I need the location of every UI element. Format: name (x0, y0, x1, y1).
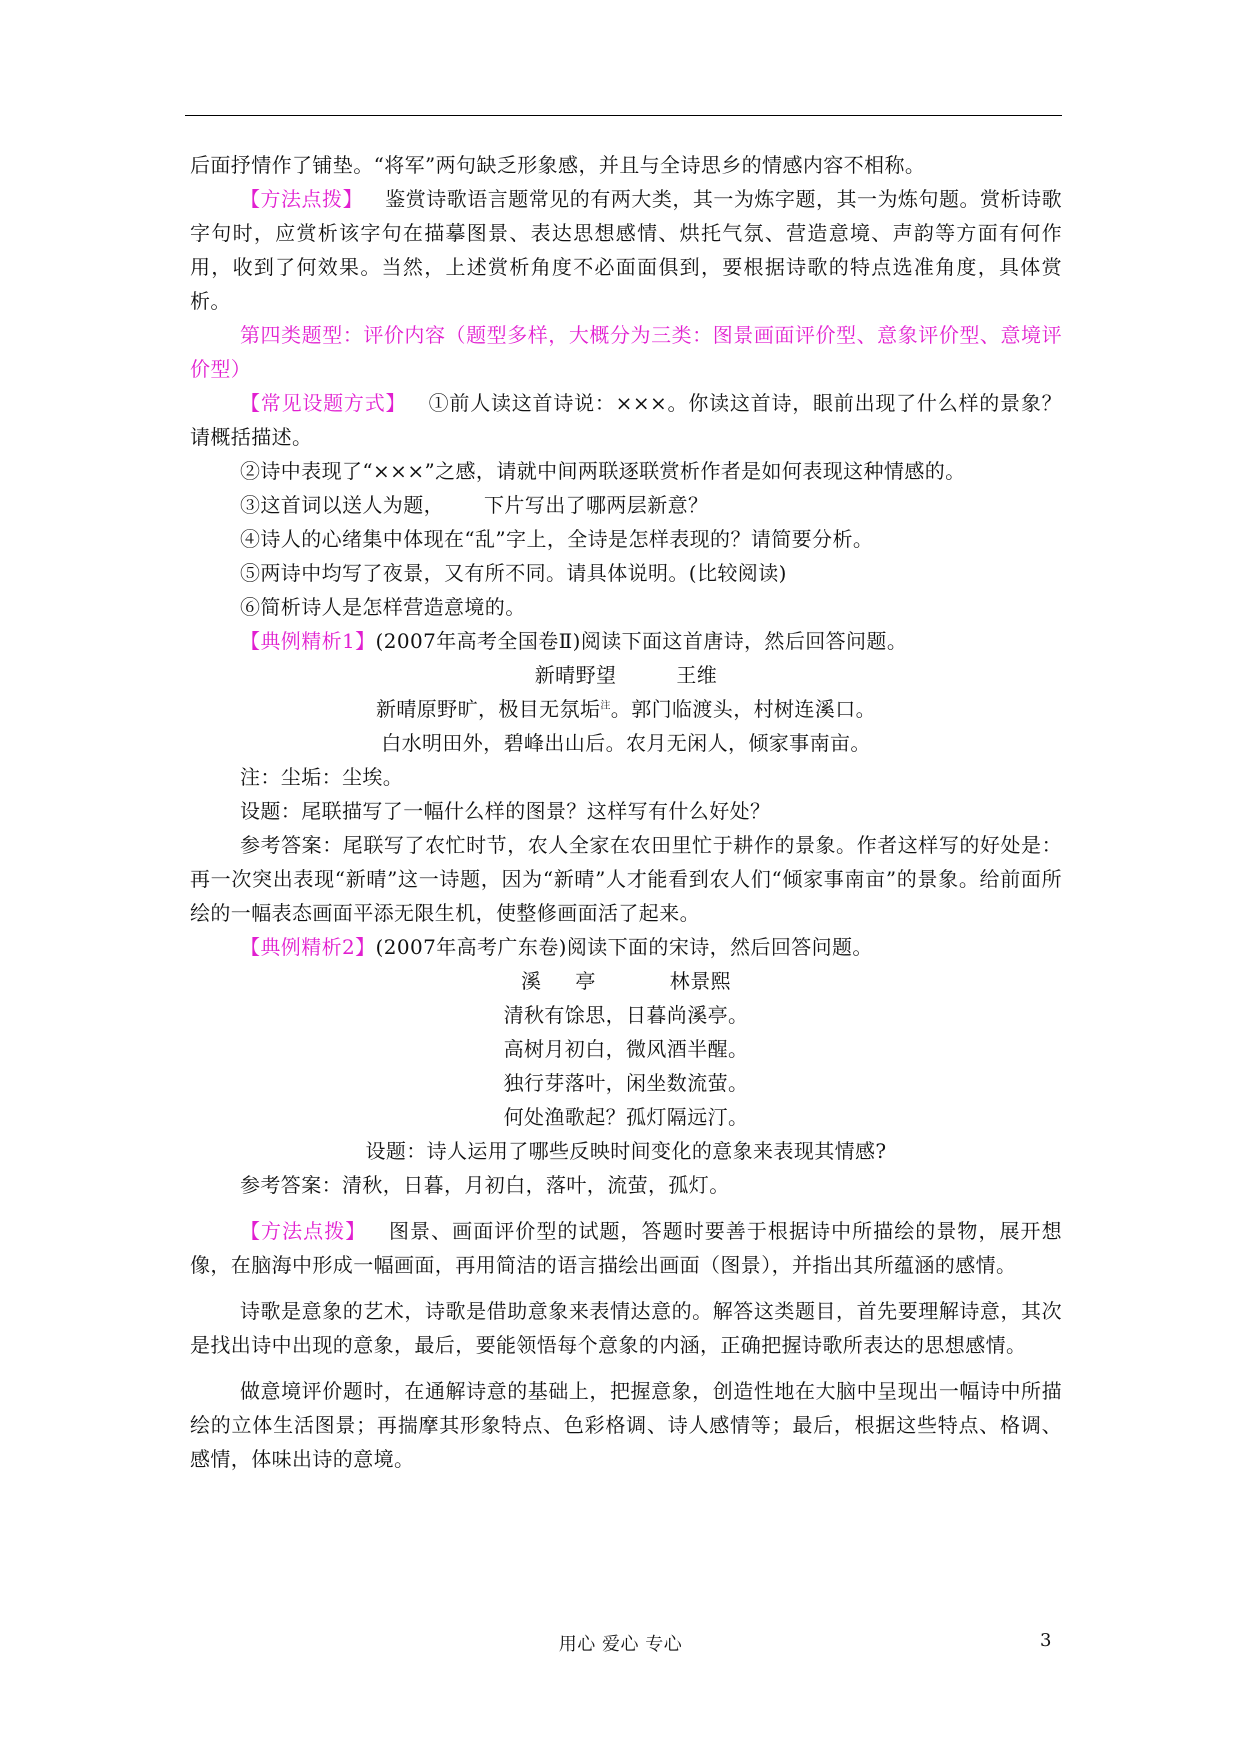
example-1-tag: 【典例精析1】 (240, 629, 376, 653)
common-question-2: ②诗中表现了“×××”之感，请就中间两联逐联赏析作者是如何表现这种情感的。 (240, 459, 966, 483)
common-question-3b: 下片写出了哪两层新意？ (484, 493, 709, 517)
poem-2-title-a: 溪 (520, 969, 542, 993)
poem-1-line-1 (190, 692, 1062, 726)
section-4-title: 第四类题型：评价内容（题型多样，大概分为三类：图景画面评价型、意象评价型、意境评价型） (190, 323, 1062, 381)
poem-1-title (190, 658, 1062, 692)
paragraph-mood: 做意境评价题时，在通解诗意的基础上，把握意象，创造性地在大脑中呈现出一幅诗中所描绘的立体生活图景；再揣摩其形象特点、色彩格调、诗人感情等；最后，根据这些特点、格调、感情，体味出诗的意境。 (190, 1379, 1062, 1471)
page-number: 3 (1040, 1630, 1052, 1651)
common-question-3 (190, 488, 1062, 522)
common-question-tag: 【常见设题方式】 (240, 391, 407, 415)
example-1-intro (190, 624, 1062, 658)
header-rule (185, 115, 1062, 116)
example-2-intro (190, 930, 1062, 964)
poem-1-note-mark: 注 (600, 700, 611, 712)
poem-1-line-1a: 新晴原野旷，极目无氛垢 (375, 697, 601, 721)
poem-2-author: 林景熙 (669, 969, 731, 993)
method-tip-1 (190, 182, 1062, 318)
example-1-intro-text: (2007年高考全国卷Ⅱ)阅读下面这首唐诗，然后回答问题。 (375, 629, 908, 653)
example-2-tag: 【典例精析2】 (240, 935, 376, 959)
common-question-4: ④诗人的心绪集中体现在“乱”字上，全诗是怎样表现的？请简要分析。 (240, 527, 874, 551)
example-2-answer: 参考答案：清秋，日暮，月初白，落叶，流萤，孤灯。 (240, 1173, 730, 1197)
common-question-5: ⑤两诗中均写了夜景，又有所不同。请具体说明。(比较阅读) (240, 561, 787, 585)
poem-2-title (190, 964, 1062, 998)
poem-1-line-2: 白水明田外，碧峰出山后。农月无闲人，倾家事南亩。 (381, 731, 871, 755)
poem-2-line: 何处渔歌起？孤灯隔远汀。 (503, 1105, 749, 1129)
example-2-intro-text: (2007年高考广东卷)阅读下面的宋诗，然后回答问题。 (375, 935, 873, 959)
poem-2-line: 清秋有馀思，日暮尚溪亭。 (503, 1003, 749, 1027)
poem-1-title-text: 新晴野望 (534, 663, 617, 687)
paragraph-imagery: 诗歌是意象的艺术，诗歌是借助意象来表情达意的。解答这类题目，首先要理解诗意，其次是找出诗中出现的意象，最后，要能领悟每个意象的内涵，正确把握诗歌所表达的思想感情。 (190, 1299, 1062, 1357)
document-body (190, 148, 1062, 1476)
common-question-1 (190, 386, 1062, 454)
poem-1-author: 王维 (676, 663, 718, 687)
method-tip-tag: 【方法点拨】 (240, 187, 364, 211)
example-1-question: 设题：尾联描写了一幅什么样的图景？这样写有什么好处？ (240, 799, 771, 823)
common-question-1-text: ①前人读这首诗说：×××。你读这首诗，眼前出现了什么样的景象？请概括描述。 (190, 391, 1062, 449)
example-1-answer: 参考答案：尾联写了农忙时节，农人全家在农田里忙于耕作的景象。作者这样写的好处是：再一次突出表现“新晴”这一诗题，因为“新晴”人才能看到农人们“倾家事南亩”的景象。给前面所绘的一幅表态画面平添无限生机，使整修画面活了起来。 (190, 833, 1062, 925)
poem-1-note: 注：尘垢：尘埃。 (240, 765, 404, 789)
poem-1-line-1b: 。郭门临渡头，村树连溪口。 (610, 697, 876, 721)
method-tip-text: 鉴赏诗歌语言题常见的有两大类，其一为炼字题，其一为炼句题。赏析诗歌字句时，应赏析该字句在描摹图景、表达思想感情、烘托气氛、营造意境、声韵等方面有何作用，收到了何效果。当然，上述赏析角度不必面面俱到，要根据诗歌的特点选准角度，具体赏析。 (190, 187, 1062, 313)
footer-motto: 用心 爱心 专心 (558, 1634, 683, 1655)
common-question-6: ⑥简析诗人是怎样营造意境的。 (240, 595, 526, 619)
paragraph-carryover: 后面抒情作了铺垫。“将军”两句缺乏形象感，并且与全诗思乡的情感内容不相称。 (190, 153, 926, 177)
poem-2-title-b: 亭 (575, 969, 596, 993)
poem-2-line: 高树月初白，微风酒半醒。 (503, 1037, 749, 1061)
common-question-3a: ③这首词以送人为题， (240, 493, 444, 517)
example-2-question: 设题：诗人运用了哪些反映时间变化的意象来表现其情感? (365, 1139, 887, 1163)
poem-2-line: 独行芽落叶，闲坐数流萤。 (503, 1071, 749, 1095)
method-tip-2 (190, 1214, 1062, 1282)
method-tip-2-tag: 【方法点拨】 (240, 1219, 367, 1243)
method-tip-2-text: 图景、画面评价型的试题，答题时要善于根据诗中所描绘的景物，展开想像，在脑海中形成一幅画面，再用简洁的语言描绘出画面（图景），并指出其所蕴涵的感情。 (190, 1219, 1062, 1277)
